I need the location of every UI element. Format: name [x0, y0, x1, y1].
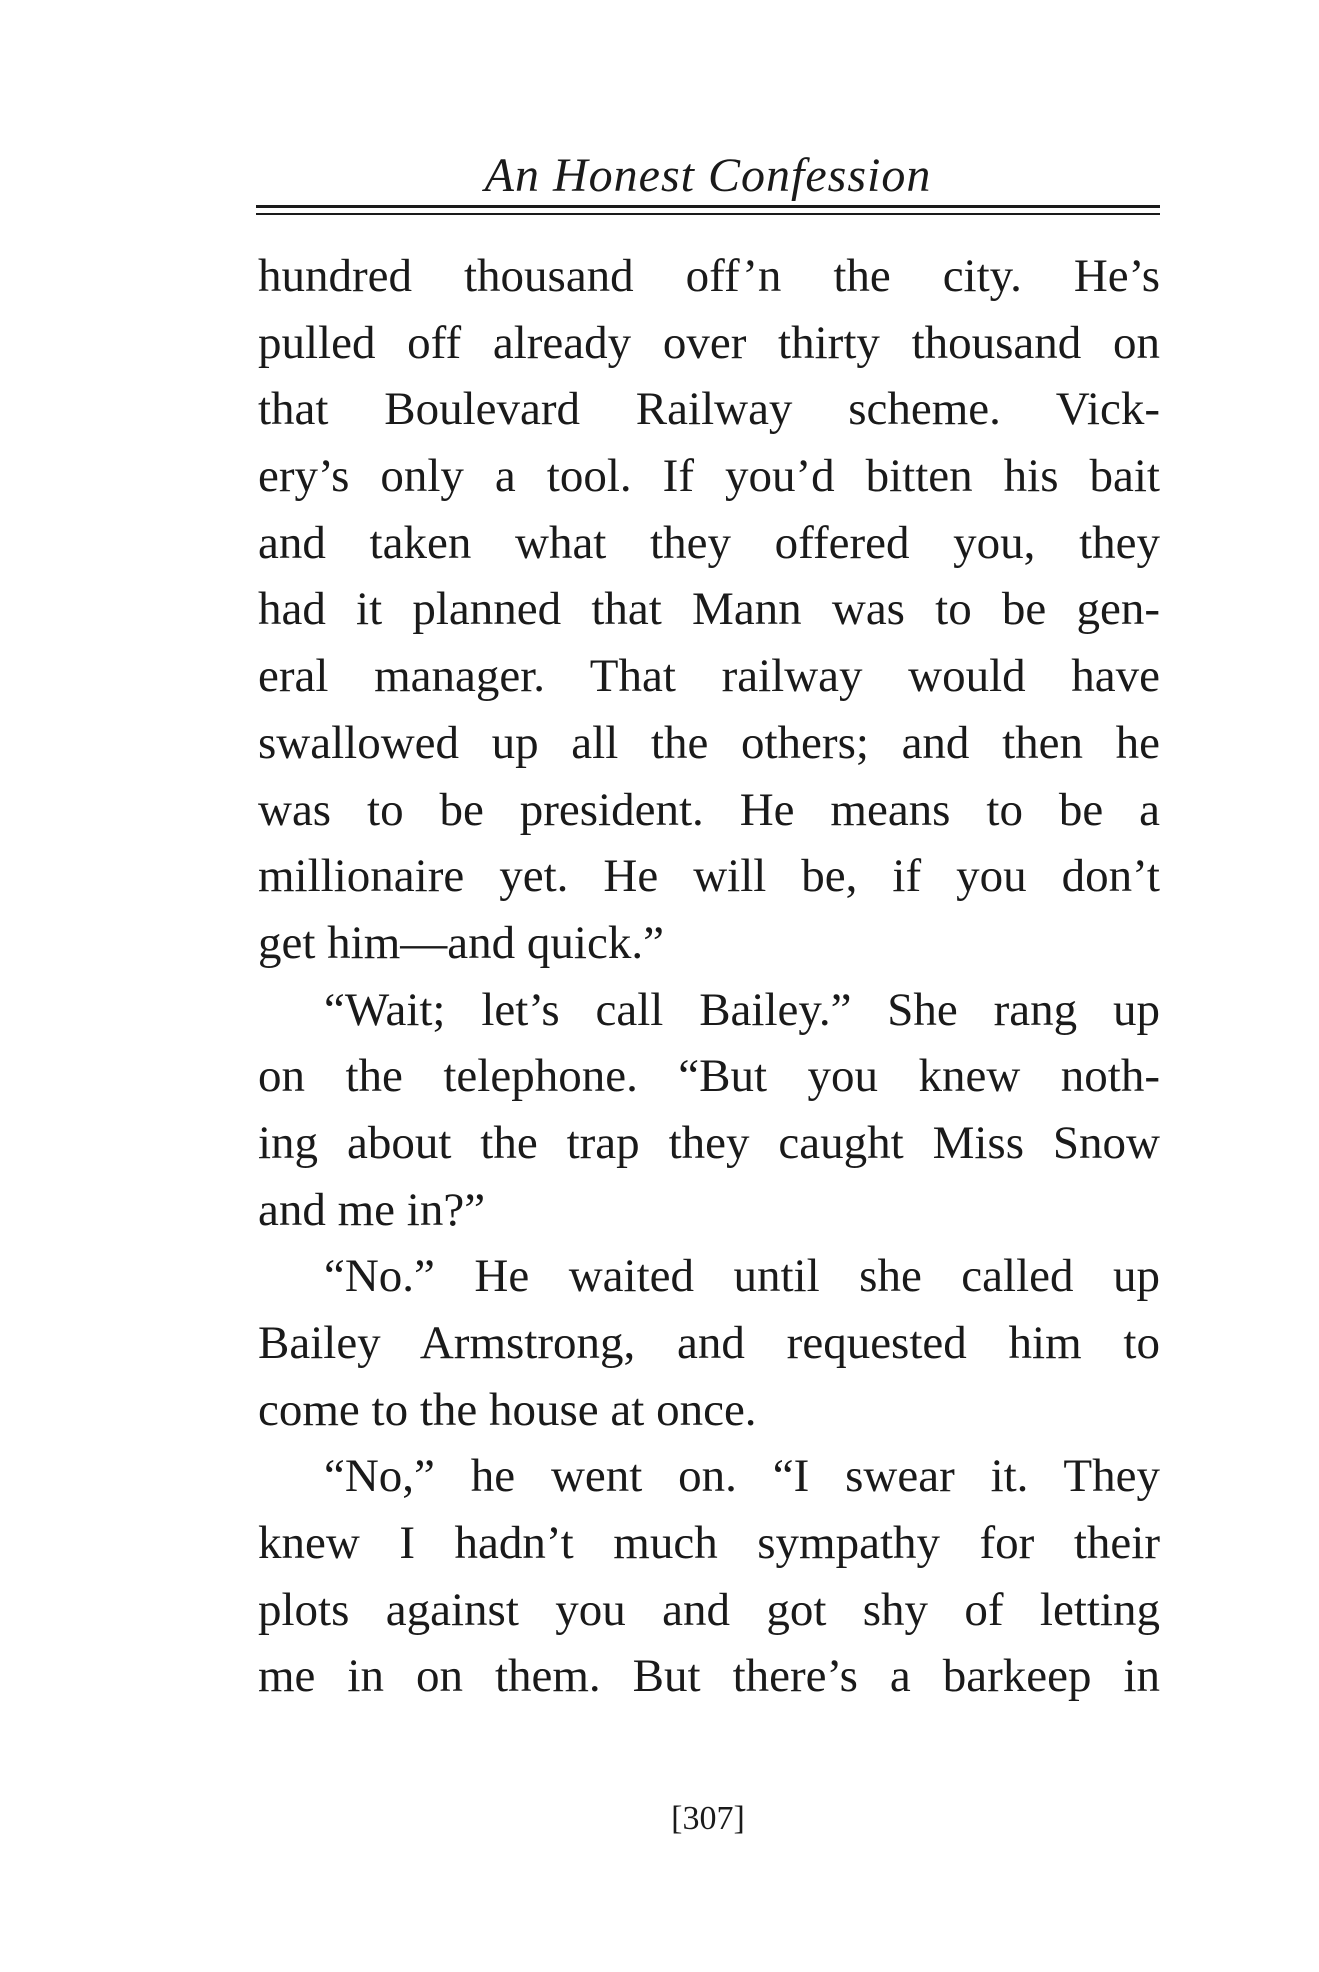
text-line: eral manager. That railway would have: [258, 650, 1160, 703]
text-line: “No,” he went on. “I swear it. They: [324, 1450, 1160, 1503]
text-line: Bailey Armstrong, and requested him to: [258, 1317, 1160, 1369]
header-rule-thick: [256, 205, 1160, 208]
text-line: had it planned that Mann was to be gen-: [258, 583, 1160, 636]
text-line: on the telephone. “But you knew noth-: [258, 1050, 1160, 1103]
text-line: “No.” He waited until she called up: [324, 1250, 1160, 1303]
text-line: millionaire yet. He will be, if you don’t: [258, 850, 1160, 903]
text-line: me in on them. But there’s a barkeep in: [258, 1650, 1160, 1703]
text-line: come to the house at once.: [258, 1383, 757, 1436]
text-line: that Boulevard Railway scheme. Vick-: [258, 383, 1160, 436]
text-line: “Wait; let’s call Bailey.” She rang up: [324, 983, 1160, 1036]
page-number: [307]: [671, 1800, 745, 1837]
text-line: knew I hadn’t much sympathy for their: [258, 1517, 1160, 1570]
text-line: ing about the trap they caught Miss Snow: [258, 1116, 1160, 1169]
text-line: and me in?”: [258, 1183, 486, 1236]
text-line: ery’s only a tool. If you’d bitten his bait: [258, 450, 1160, 503]
text-line: swallowed up all the others; and then he: [258, 716, 1160, 769]
running-title: An Honest Confession: [484, 149, 932, 202]
text-line: and taken what they offered you, they: [258, 516, 1160, 569]
text-line: pulled off already over thirty thousand on: [258, 316, 1160, 369]
text-line: was to be president. He means to be a: [258, 783, 1160, 836]
text-line: plots against you and got shy of letting: [258, 1583, 1160, 1636]
body-text: [258, 243, 1160, 1710]
text-line: hundred thousand off’n the city. He’s: [258, 250, 1160, 302]
text-line: get him—and quick.”: [258, 916, 664, 969]
header-rule-thin: [256, 213, 1160, 215]
